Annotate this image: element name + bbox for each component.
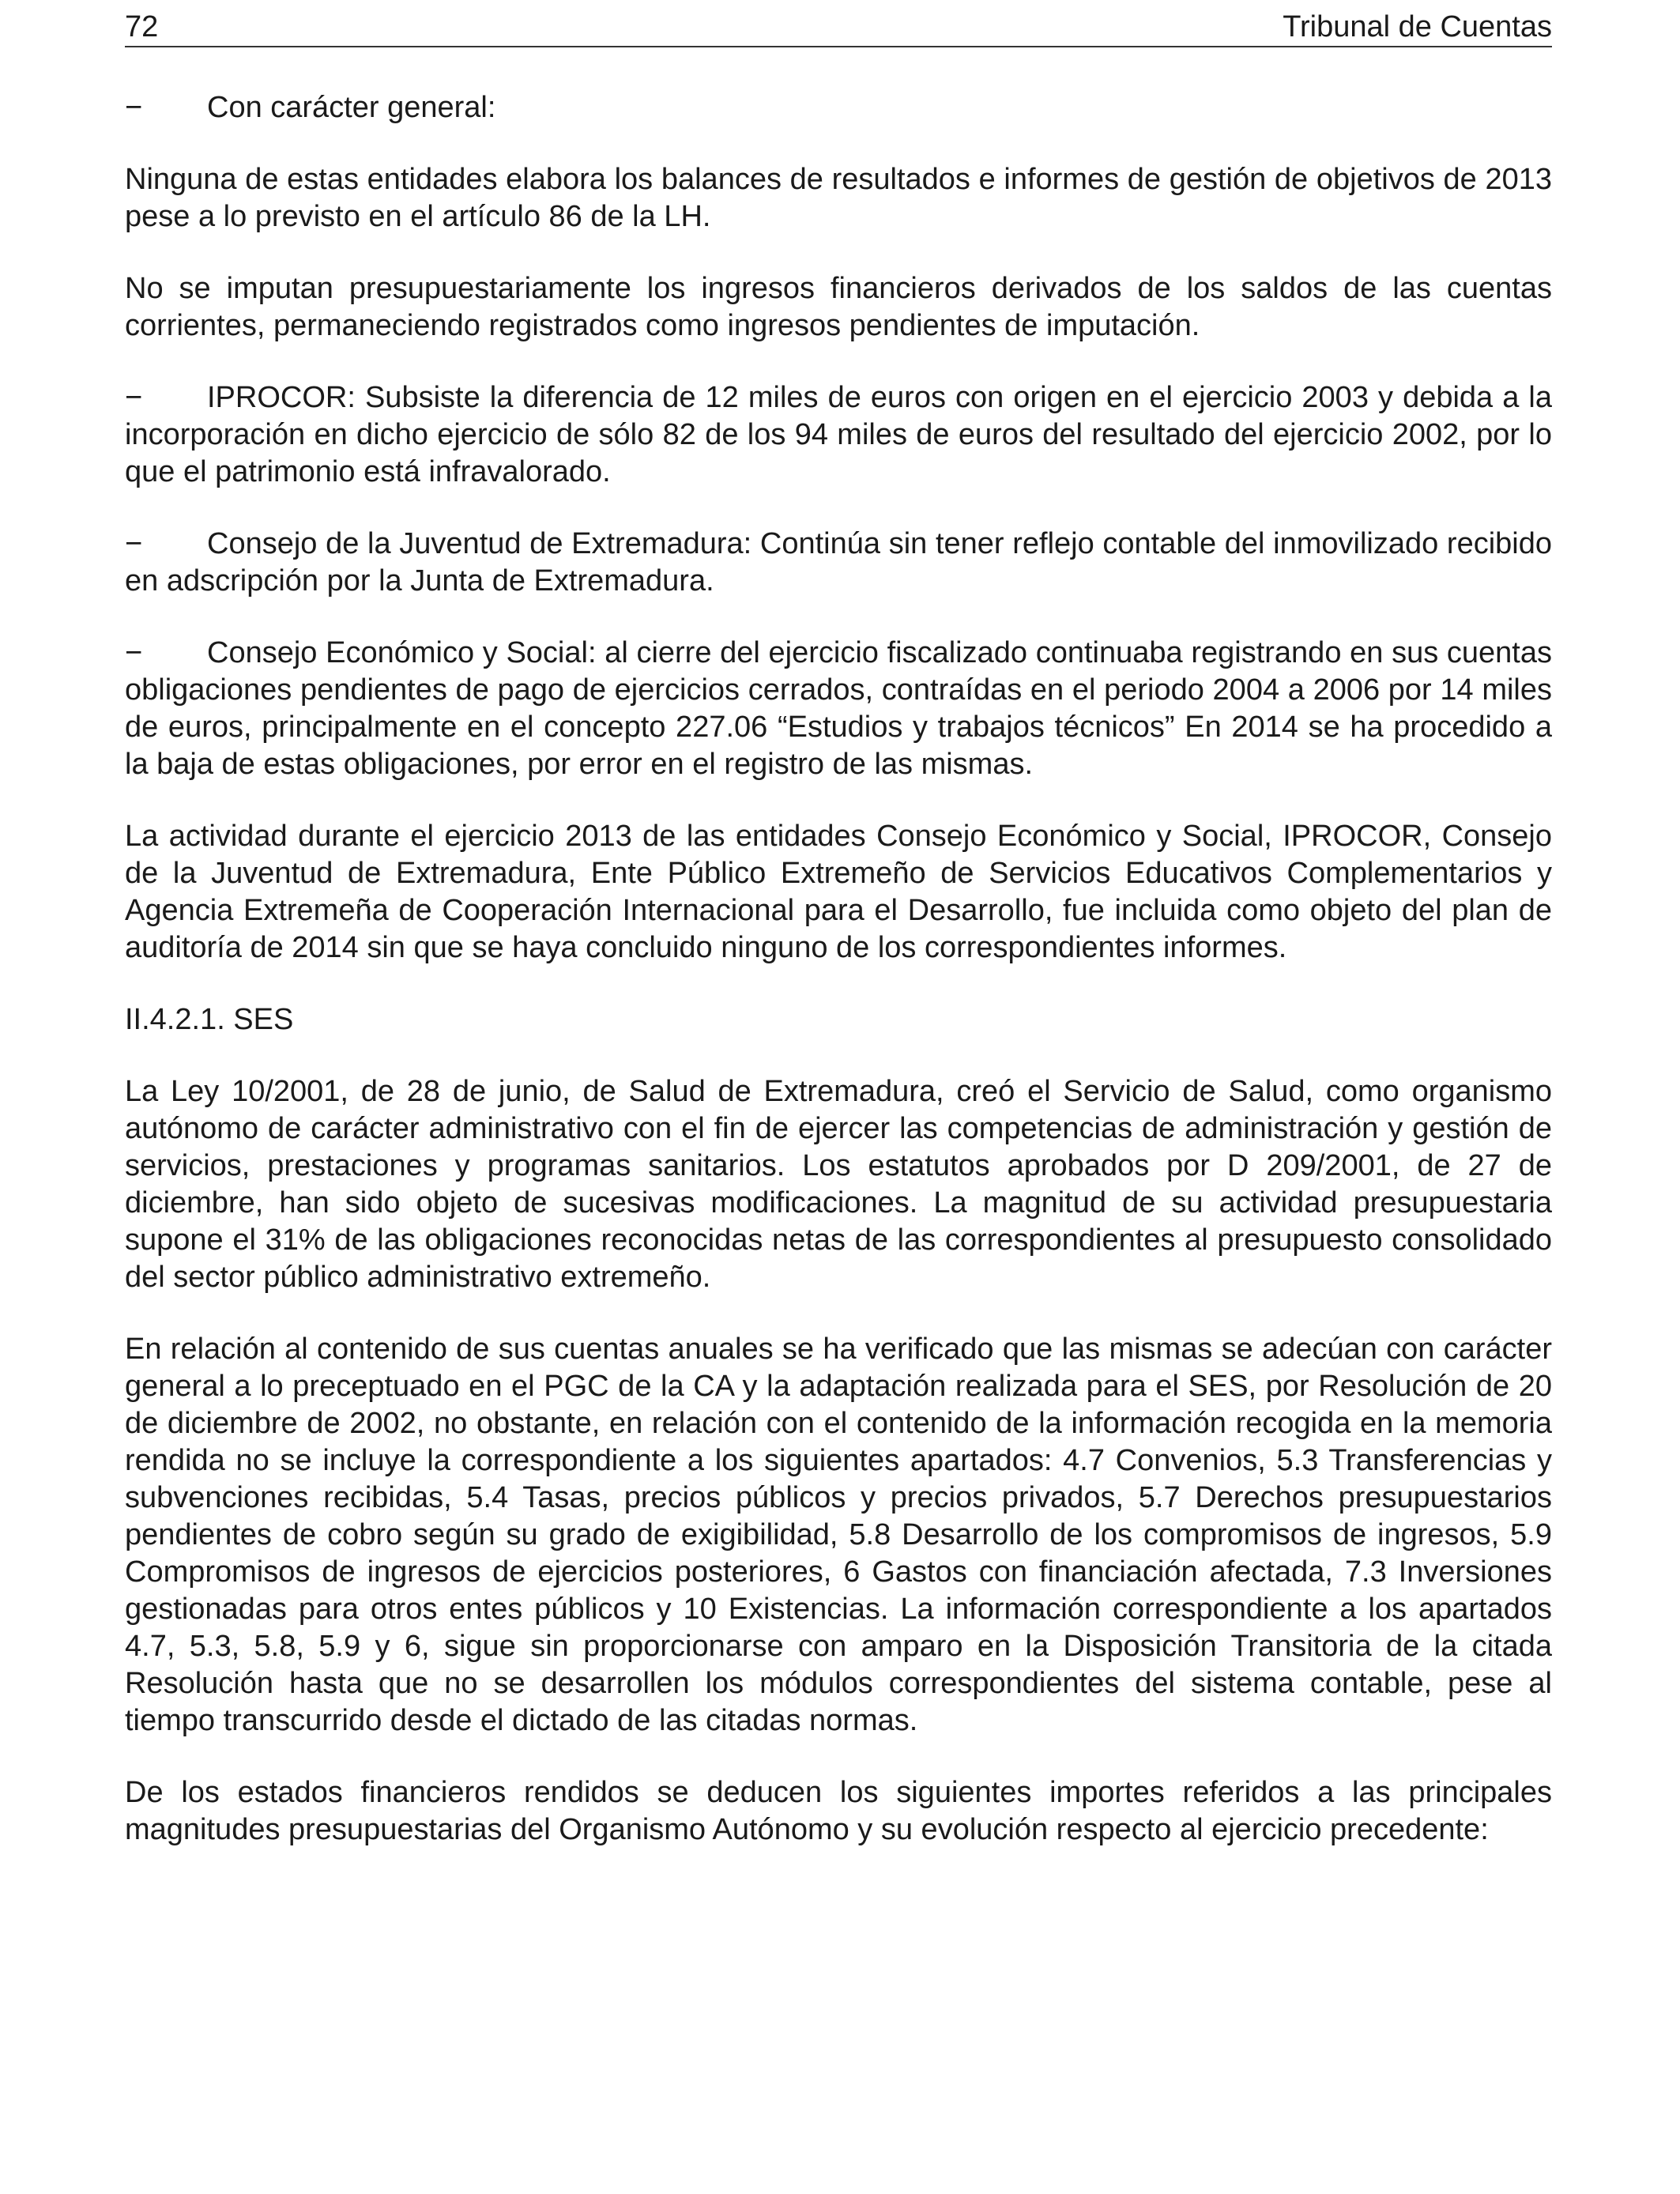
bullet-dash: − — [125, 381, 143, 414]
bullet-dash: − — [125, 636, 143, 669]
paragraph: De los estados financieros rendidos se deducen los siguientes importes referidos a las principales magnitudes presupuestarias del Organismo Autónomo y su evolución respecto al ejercicio precedente: — [125, 1776, 1552, 1846]
paragraph: En relación al contenido de sus cuentas anuales se ha verificado que las mismas se adecúan con carácter general a lo preceptuado en el PGC de la CA y la adaptación realizada para el SES, por Resolución de 20 de diciembre de 2002, no obstante, en relación con el contenido de la información recogida en la memoria rendida no se incluye la correspondiente a los siguientes apartados: 4.7 Convenios, 5.3 Transferencias y subvenciones recibidas, 5.4 Tasas, precios públicos y precios privados, 5.7 Derechos presupuestarios pendientes de cobro según su grado de exigibilidad, 5.8 Desarrollo de los compromisos de ingresos, 5.9 Compromisos de ingresos de ejercicios posteriores, 6 Gastos con financiación afectada, 7.3 Inversiones gestionadas para otros entes públicos y 10 Existencias. La información correspondiente a los apartados 4.7, 5.3, 5.8, 5.9 y 6, sigue sin proporcionarse con amparo en la Disposición Transitoria de la citada Resolución hasta que no se desarrollen los módulos correspondientes del sistema contable, pese al tiempo transcurrido desde el dictado de las citadas normas. — [125, 1333, 1552, 1737]
bullet-dash: − — [125, 91, 143, 124]
page-header — [125, 8, 1552, 47]
paragraph: La Ley 10/2001, de 28 de junio, de Salud de Extremadura, creó el Servicio de Salud, como organismo autónomo de carácter administrativo con el fin de ejercer las competencias de administración y gestión de servicios, prestaciones y programas sanitarios. Los estatutos aprobados por D 209/2001, de 27 de diciembre, han sido objeto de sucesivas modificaciones. La magnitud de su actividad presupuestaria supone el 31% de las obligaciones reconocidas netas de las correspondientes al presupuesto consolidado del sector público administrativo extremeño. — [125, 1075, 1552, 1294]
paragraph-text: IPROCOR: Subsiste la diferencia de 12 miles de euros con origen en el ejercicio 2003 y debida a la incorporación en dicho ejercicio de sólo 82 de los 94 miles de euros del resultado del ejercicio 2002, por lo que el patrimonio está infravalorado. — [125, 381, 1552, 488]
bullet-paragraph-consejo-juventud — [125, 526, 1552, 600]
bullet-paragraph-general — [125, 89, 1552, 126]
paragraph: No se imputan presupuestariamente los ingresos financieros derivados de los saldos de las cuentas corrientes, permaneciendo registrados como ingresos pendientes de imputación. — [125, 272, 1552, 342]
paragraph: Ninguna de estas entidades elabora los balances de resultados e informes de gestión de objetivos de 2013 pese a lo previsto en el artículo 86 de la LH. — [125, 163, 1552, 233]
paragraph: La actividad durante el ejercicio 2013 de las entidades Consejo Económico y Social, IPROCOR, Consejo de la Juventud de Extremadura, Ente Público Extremeño de Servicios Educativos Complementarios y Agencia Extremeña de Cooperación Internacional para el Desarrollo, fue incluida como objeto del plan de auditoría de 2014 sin que se haya concluido ninguno de los correspondientes informes. — [125, 820, 1552, 964]
page-number: 72 — [125, 10, 159, 43]
paragraph-text: Con carácter general: — [207, 91, 496, 124]
bullet-dash: − — [125, 527, 143, 560]
bullet-paragraph-consejo-economico — [125, 635, 1552, 783]
paragraph-text: Consejo Económico y Social: al cierre del ejercicio fiscalizado continuaba registrando en sus cuentas obligaciones pendientes de pago de ejercicios cerrados, contraídas en el periodo 2004 a 2006 por 14 miles de euros, principalmente en el concepto 227.06 “Estudios y trabajos técnicos” En 2014 se ha procedido a la baja de estas obligaciones, por error en el registro de las mismas. — [125, 636, 1552, 781]
bullet-paragraph-iprocor — [125, 379, 1552, 491]
section-heading: II.4.2.1. SES — [125, 1003, 294, 1036]
running-title: Tribunal de Cuentas — [1283, 10, 1552, 43]
page-body — [125, 89, 1552, 1883]
paragraph-text: Consejo de la Juventud de Extremadura: Continúa sin tener reflejo contable del inmovilizado recibido en adscripción por la Junta de Extremadura. — [125, 527, 1552, 598]
